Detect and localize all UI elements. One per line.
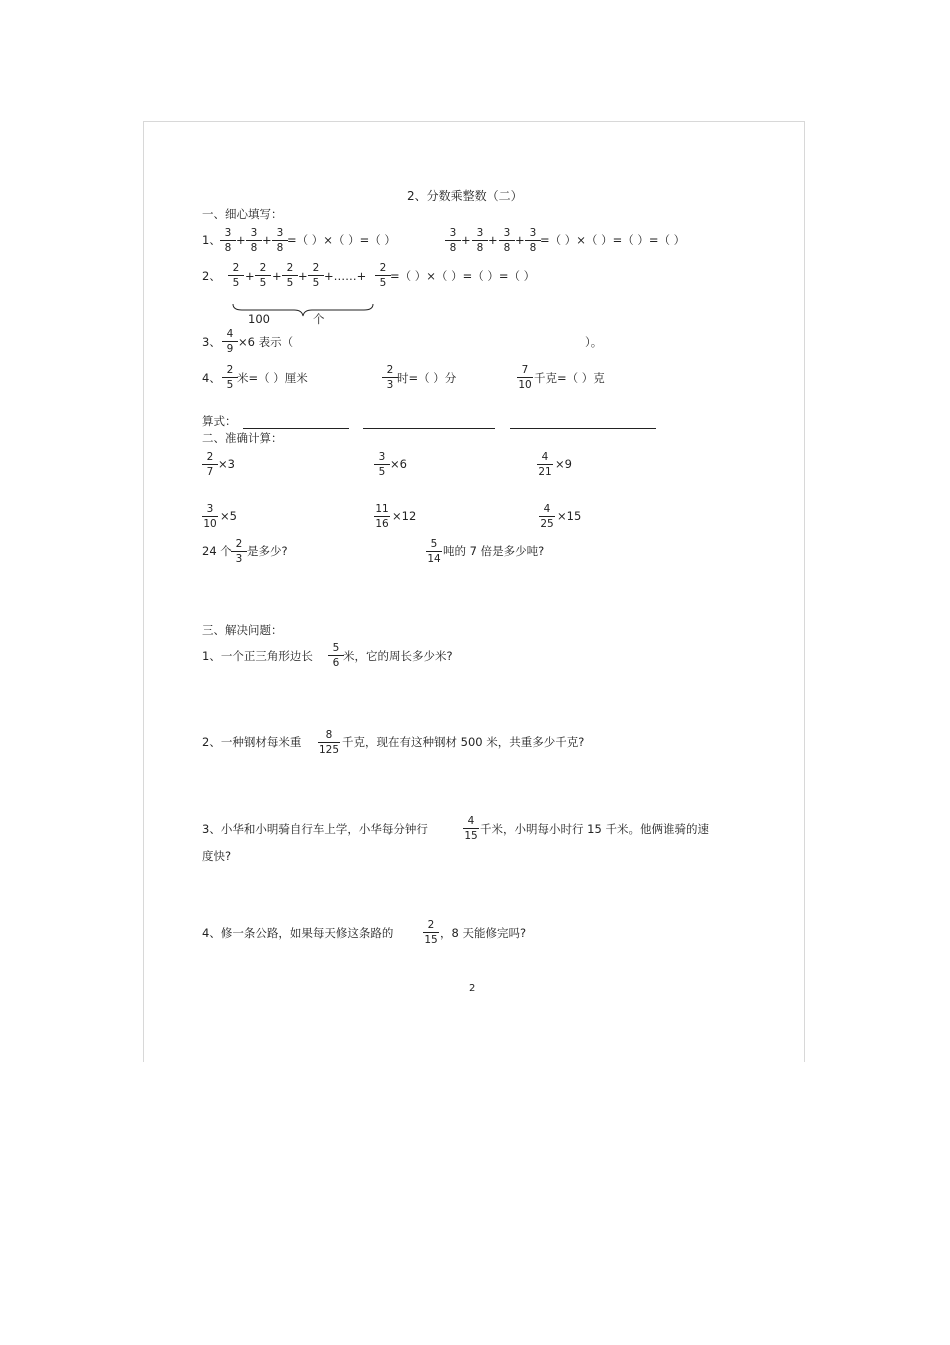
calc-operator-4: ×5	[220, 509, 237, 523]
q2-plus: +	[298, 269, 308, 283]
calc-fraction-1: 2 7	[202, 451, 218, 478]
q4-text-2: 时=（ ）分	[397, 371, 457, 385]
calc-fraction-3: 4 21	[538, 451, 552, 478]
page-number: 2	[469, 983, 476, 994]
calc-fraction-4: 3 10	[203, 503, 217, 530]
calc-operator-1: ×3	[218, 457, 235, 471]
section1-heading: 一、细心填写：	[202, 207, 283, 221]
calc-fraction-5: 11 16	[375, 503, 389, 530]
q2-answer-blanks: =（ ）×（ ）=（ ）=（ ）	[390, 269, 536, 283]
calc-operator-6: ×15	[557, 509, 582, 523]
word1-suffix: 是多少?	[247, 544, 288, 558]
q1-fraction: 3 8	[220, 227, 236, 254]
q1-plus: +	[515, 233, 525, 247]
q4-number: 4、	[202, 371, 221, 385]
problem1-fraction: 5 6	[328, 642, 344, 669]
section2-heading: 二、准确计算：	[202, 431, 283, 445]
q1-fraction: 3 8	[472, 227, 488, 254]
q3-text: ×6 表示（	[238, 335, 294, 349]
word1-prefix: 24 个	[202, 544, 232, 558]
calc-operator-2: ×6	[390, 457, 407, 471]
problem2-fraction: 8 125	[318, 729, 340, 756]
q1-fraction: 3 8	[272, 227, 288, 254]
q1-b-answer-blanks: =（ ）×（ ）=（ ）=（ ）	[540, 233, 686, 247]
q1-plus: +	[236, 233, 246, 247]
q4-fraction-3: 7 10	[518, 364, 532, 391]
formula-blank-2	[363, 428, 495, 429]
q3-number: 3、	[202, 335, 221, 349]
q2-number: 2、	[202, 269, 221, 283]
problem3-fraction: 4 15	[464, 815, 478, 842]
problem4-suffix: ，8 天能修完吗?	[440, 926, 527, 940]
q1-fraction: 3 8	[445, 227, 461, 254]
q1-plus: +	[488, 233, 498, 247]
q3-fraction: 4 9	[222, 328, 238, 355]
problem4-text: 4、修一条公路，如果每天修这条路的	[202, 926, 394, 940]
problem4-fraction: 2 15	[424, 919, 438, 946]
q2-brace-unit: 个	[313, 312, 325, 326]
q1-fraction: 3 8	[499, 227, 515, 254]
q2-plus: +	[245, 269, 255, 283]
problem1-text: 1、一个正三角形边长	[202, 649, 313, 663]
problem3-line2: 度快?	[202, 849, 232, 863]
calc-fraction-2: 3 5	[374, 451, 390, 478]
q2-fraction: 2 5	[375, 262, 391, 289]
formula-blank-1	[243, 428, 349, 429]
q1-fraction: 3 8	[246, 227, 262, 254]
q2-fraction: 2 5	[255, 262, 271, 289]
q3-close: ）。	[585, 335, 603, 349]
q4-fraction-2: 2 3	[382, 364, 398, 391]
problem3-text: 3、小华和小明骑自行车上学，小华每分钟行	[202, 822, 428, 836]
q1-plus: +	[262, 233, 272, 247]
q2-plus: +	[272, 269, 282, 283]
problem2-text: 2、一种钢材每米重	[202, 735, 302, 749]
problem1-suffix: 米，它的周长多少米?	[343, 649, 453, 663]
q1-fraction: 3 8	[525, 227, 541, 254]
section3-heading: 三、解决问题：	[202, 623, 283, 637]
word1-fraction: 2 3	[231, 538, 247, 565]
q2-ellipsis: +……+	[324, 269, 367, 283]
q4-text-3: 千克=（ ）克	[534, 371, 605, 385]
q2-fraction: 2 5	[308, 262, 324, 289]
calc-operator-5: ×12	[392, 509, 417, 523]
q1-number: 1、	[202, 233, 221, 247]
q1-a-answer-blanks: =（ ）×（ ）=（ ）	[287, 233, 396, 247]
page-title: 2、分数乘整数（二）	[407, 189, 523, 203]
problem3-suffix: 千米，小明每小时行 15 千米。他俩谁骑的速	[480, 822, 709, 836]
q4-text-1: 米=（ ）厘米	[237, 371, 308, 385]
q2-fraction: 2 5	[228, 262, 244, 289]
q1-plus: +	[461, 233, 471, 247]
word2-suffix: 吨的 7 倍是多少吨?	[443, 544, 545, 558]
calc-fraction-6: 4 25	[540, 503, 554, 530]
formula-label: 算式：	[202, 414, 237, 428]
q2-brace-count: 100	[248, 312, 270, 326]
problem2-suffix: 千克，现在有这种钢材 500 米，共重多少千克?	[342, 735, 585, 749]
q4-fraction-1: 2 5	[222, 364, 238, 391]
formula-blank-3	[510, 428, 656, 429]
word2-fraction: 5 14	[427, 538, 441, 565]
q2-fraction: 2 5	[282, 262, 298, 289]
calc-operator-3: ×9	[555, 457, 572, 471]
